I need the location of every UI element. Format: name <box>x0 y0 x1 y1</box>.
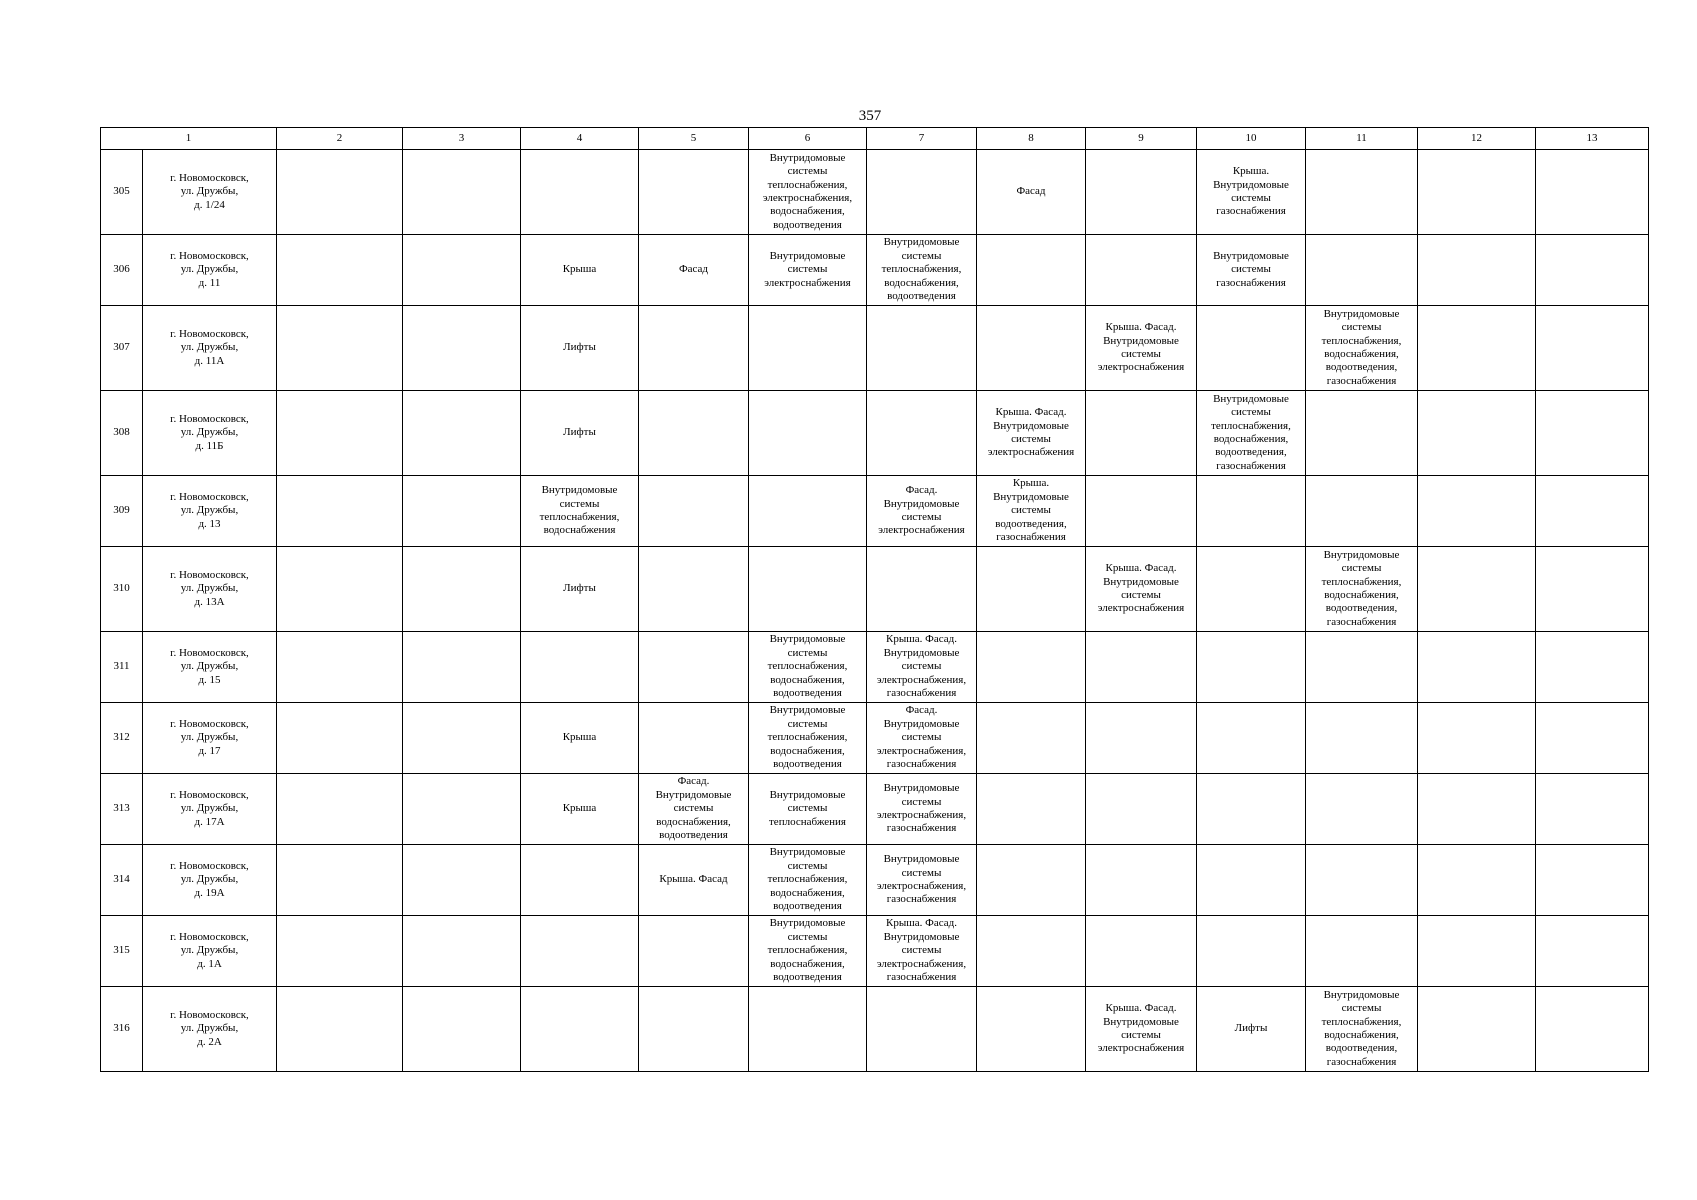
row-number-cell: 312 <box>101 703 143 774</box>
work-type-cell-col10 <box>1197 845 1306 916</box>
work-type-cell-col5 <box>639 632 749 703</box>
table-row <box>101 916 1649 987</box>
table-row <box>101 476 1649 547</box>
page-number: 357 <box>858 108 882 124</box>
work-type-cell-col5: Фасад. Внутридомовые системы водоснабжения, водоотведения <box>639 774 749 845</box>
work-type-cell-col11 <box>1306 845 1418 916</box>
work-type-cell-col2 <box>277 391 403 476</box>
work-type-cell-col13 <box>1536 547 1649 632</box>
work-type-cell-col8 <box>977 774 1086 845</box>
address-cell: г. Новомосковск, ул. Дружбы, д. 1А <box>143 916 277 987</box>
work-type-cell-col13 <box>1536 476 1649 547</box>
work-type-cell-col3 <box>403 703 521 774</box>
work-type-cell-col8: Фасад <box>977 150 1086 235</box>
work-type-cell-col3 <box>403 632 521 703</box>
work-type-cell-col3 <box>403 391 521 476</box>
work-type-cell-col10: Лифты <box>1197 987 1306 1072</box>
work-type-cell-col10: Крыша. Внутридомовые системы газоснабжения <box>1197 150 1306 235</box>
work-type-cell-col10 <box>1197 547 1306 632</box>
table-row <box>101 150 1649 235</box>
work-type-cell-col7: Внутридомовые системы электроснабжения, газоснабжения <box>867 774 977 845</box>
column-header: 5 <box>639 128 749 150</box>
work-type-cell-col9 <box>1086 774 1197 845</box>
work-type-cell-col10 <box>1197 916 1306 987</box>
work-type-cell-col8 <box>977 987 1086 1072</box>
work-type-cell-col11: Внутридомовые системы теплоснабжения, водоснабжения, водоотведения, газоснабжения <box>1306 306 1418 391</box>
work-type-cell-col8 <box>977 845 1086 916</box>
work-type-cell-col2 <box>277 845 403 916</box>
work-type-cell-col5: Фасад <box>639 235 749 306</box>
work-type-cell-col3 <box>403 774 521 845</box>
work-type-cell-col3 <box>403 916 521 987</box>
column-header: 8 <box>977 128 1086 150</box>
work-type-cell-col13 <box>1536 987 1649 1072</box>
work-type-cell-col11 <box>1306 632 1418 703</box>
work-type-cell-col4: Внутридомовые системы теплоснабжения, водоснабжения <box>521 476 639 547</box>
work-type-cell-col10 <box>1197 632 1306 703</box>
work-type-cell-col12 <box>1418 703 1536 774</box>
work-type-cell-col6 <box>749 391 867 476</box>
work-type-cell-col6: Внутридомовые системы теплоснабжения, водоснабжения, водоотведения <box>749 632 867 703</box>
work-type-cell-col4: Крыша <box>521 235 639 306</box>
work-type-cell-col3 <box>403 235 521 306</box>
column-header: 2 <box>277 128 403 150</box>
address-cell: г. Новомосковск, ул. Дружбы, д. 11 <box>143 235 277 306</box>
work-type-cell-col11: Внутридомовые системы теплоснабжения, водоснабжения, водоотведения, газоснабжения <box>1306 987 1418 1072</box>
column-header: 12 <box>1418 128 1536 150</box>
table-row <box>101 703 1649 774</box>
table-row <box>101 845 1649 916</box>
work-type-cell-col12 <box>1418 845 1536 916</box>
table-row <box>101 391 1649 476</box>
work-type-cell-col6 <box>749 476 867 547</box>
table-row <box>101 547 1649 632</box>
work-type-cell-col7: Внутридомовые системы электроснабжения, газоснабжения <box>867 845 977 916</box>
work-type-cell-col7: Фасад. Внутридомовые системы электроснабжения <box>867 476 977 547</box>
work-type-cell-col12 <box>1418 235 1536 306</box>
work-type-cell-col11 <box>1306 774 1418 845</box>
work-type-cell-col9 <box>1086 703 1197 774</box>
work-type-cell-col9 <box>1086 632 1197 703</box>
row-number-cell: 316 <box>101 987 143 1072</box>
work-type-cell-col2 <box>277 632 403 703</box>
work-type-cell-col5 <box>639 703 749 774</box>
work-type-cell-col10: Внутридомовые системы газоснабжения <box>1197 235 1306 306</box>
work-type-cell-col6: Внутридомовые системы теплоснабжения, электроснабжения, водоснабжения, водоотведения <box>749 150 867 235</box>
column-header: 11 <box>1306 128 1418 150</box>
column-header: 13 <box>1536 128 1649 150</box>
work-type-cell-col6: Внутридомовые системы теплоснабжения, водоснабжения, водоотведения <box>749 916 867 987</box>
work-type-cell-col8: Крыша. Внутридомовые системы водоотведения, газоснабжения <box>977 476 1086 547</box>
table-row <box>101 632 1649 703</box>
work-type-cell-col4 <box>521 987 639 1072</box>
work-type-cell-col2 <box>277 150 403 235</box>
work-type-cell-col7: Крыша. Фасад. Внутридомовые системы электроснабжения, газоснабжения <box>867 916 977 987</box>
row-number-cell: 309 <box>101 476 143 547</box>
work-type-cell-col5 <box>639 547 749 632</box>
row-number-cell: 314 <box>101 845 143 916</box>
column-header: 3 <box>403 128 521 150</box>
address-cell: г. Новомосковск, ул. Дружбы, д. 13А <box>143 547 277 632</box>
column-header: 4 <box>521 128 639 150</box>
work-type-cell-col3 <box>403 306 521 391</box>
work-type-cell-col4: Лифты <box>521 306 639 391</box>
work-type-cell-col3 <box>403 987 521 1072</box>
work-type-cell-col11 <box>1306 703 1418 774</box>
work-type-cell-col8: Крыша. Фасад. Внутридомовые системы электроснабжения <box>977 391 1086 476</box>
work-type-cell-col12 <box>1418 547 1536 632</box>
address-cell: г. Новомосковск, ул. Дружбы, д. 17 <box>143 703 277 774</box>
work-type-cell-col6 <box>749 306 867 391</box>
work-type-cell-col4 <box>521 916 639 987</box>
work-type-cell-col12 <box>1418 306 1536 391</box>
work-type-cell-col7: Крыша. Фасад. Внутридомовые системы электроснабжения, газоснабжения <box>867 632 977 703</box>
work-type-cell-col9: Крыша. Фасад. Внутридомовые системы электроснабжения <box>1086 306 1197 391</box>
work-type-cell-col2 <box>277 774 403 845</box>
work-type-cell-col10 <box>1197 703 1306 774</box>
work-type-cell-col7 <box>867 987 977 1072</box>
work-type-cell-col6: Внутридомовые системы теплоснабжения, водоснабжения, водоотведения <box>749 703 867 774</box>
row-number-cell: 313 <box>101 774 143 845</box>
work-type-cell-col9: Крыша. Фасад. Внутридомовые системы электроснабжения <box>1086 547 1197 632</box>
work-type-cell-col9: Крыша. Фасад. Внутридомовые системы электроснабжения <box>1086 987 1197 1072</box>
work-type-cell-col3 <box>403 845 521 916</box>
work-type-cell-col8 <box>977 306 1086 391</box>
work-type-cell-col3 <box>403 476 521 547</box>
work-type-cell-col8 <box>977 703 1086 774</box>
work-type-cell-col13 <box>1536 235 1649 306</box>
address-cell: г. Новомосковск, ул. Дружбы, д. 19А <box>143 845 277 916</box>
work-type-cell-col7: Внутридомовые системы теплоснабжения, водоснабжения, водоотведения <box>867 235 977 306</box>
work-type-cell-col5: Крыша. Фасад <box>639 845 749 916</box>
work-type-cell-col13 <box>1536 845 1649 916</box>
work-type-cell-col7 <box>867 547 977 632</box>
work-type-cell-col5 <box>639 987 749 1072</box>
address-cell: г. Новомосковск, ул. Дружбы, д. 15 <box>143 632 277 703</box>
work-type-cell-col2 <box>277 306 403 391</box>
address-cell: г. Новомосковск, ул. Дружбы, д. 1/24 <box>143 150 277 235</box>
work-type-cell-col13 <box>1536 916 1649 987</box>
table-row <box>101 306 1649 391</box>
row-number-cell: 306 <box>101 235 143 306</box>
address-cell: г. Новомосковск, ул. Дружбы, д. 17А <box>143 774 277 845</box>
work-type-cell-col11 <box>1306 476 1418 547</box>
work-type-cell-col5 <box>639 150 749 235</box>
work-type-cell-col9 <box>1086 916 1197 987</box>
work-type-cell-col11: Внутридомовые системы теплоснабжения, водоснабжения, водоотведения, газоснабжения <box>1306 547 1418 632</box>
address-cell: г. Новомосковск, ул. Дружбы, д. 11А <box>143 306 277 391</box>
work-type-cell-col3 <box>403 150 521 235</box>
work-type-cell-col11 <box>1306 150 1418 235</box>
work-type-cell-col3 <box>403 547 521 632</box>
row-number-cell: 310 <box>101 547 143 632</box>
work-type-cell-col10: Внутридомовые системы теплоснабжения, водоснабжения, водоотведения, газоснабжения <box>1197 391 1306 476</box>
work-type-cell-col6: Внутридомовые системы электроснабжения <box>749 235 867 306</box>
column-header: 6 <box>749 128 867 150</box>
work-type-cell-col5 <box>639 391 749 476</box>
work-type-cell-col12 <box>1418 987 1536 1072</box>
table-row <box>101 987 1649 1072</box>
work-type-cell-col11 <box>1306 916 1418 987</box>
work-type-cell-col10 <box>1197 476 1306 547</box>
table-row <box>101 235 1649 306</box>
work-type-cell-col9 <box>1086 235 1197 306</box>
work-type-cell-col10 <box>1197 306 1306 391</box>
work-type-cell-col2 <box>277 987 403 1072</box>
work-type-cell-col4: Крыша <box>521 774 639 845</box>
work-type-cell-col12 <box>1418 150 1536 235</box>
work-type-cell-col6 <box>749 987 867 1072</box>
row-number-cell: 305 <box>101 150 143 235</box>
work-type-cell-col2 <box>277 916 403 987</box>
work-type-cell-col13 <box>1536 306 1649 391</box>
work-type-cell-col4: Лифты <box>521 391 639 476</box>
work-type-cell-col7 <box>867 306 977 391</box>
work-type-cell-col13 <box>1536 632 1649 703</box>
column-header: 1 <box>101 128 277 150</box>
work-type-cell-col13 <box>1536 703 1649 774</box>
address-cell: г. Новомосковск, ул. Дружбы, д. 2А <box>143 987 277 1072</box>
work-type-cell-col8 <box>977 547 1086 632</box>
work-type-cell-col9 <box>1086 150 1197 235</box>
work-type-cell-col6 <box>749 547 867 632</box>
work-type-cell-col7 <box>867 150 977 235</box>
work-type-cell-col12 <box>1418 632 1536 703</box>
column-number-row <box>101 128 1649 150</box>
work-type-cell-col4 <box>521 845 639 916</box>
work-type-cell-col4: Крыша <box>521 703 639 774</box>
work-type-cell-col13 <box>1536 774 1649 845</box>
address-cell: г. Новомосковск, ул. Дружбы, д. 11Б <box>143 391 277 476</box>
work-type-cell-col6: Внутридомовые системы теплоснабжения, водоснабжения, водоотведения <box>749 845 867 916</box>
work-type-cell-col7 <box>867 391 977 476</box>
row-number-cell: 308 <box>101 391 143 476</box>
work-type-cell-col12 <box>1418 476 1536 547</box>
work-type-cell-col8 <box>977 632 1086 703</box>
work-type-cell-col10 <box>1197 774 1306 845</box>
row-number-cell: 311 <box>101 632 143 703</box>
row-number-cell: 307 <box>101 306 143 391</box>
work-type-cell-col2 <box>277 235 403 306</box>
work-type-cell-col11 <box>1306 391 1418 476</box>
work-type-cell-col7: Фасад. Внутридомовые системы электроснабжения, газоснабжения <box>867 703 977 774</box>
column-header: 9 <box>1086 128 1197 150</box>
work-type-cell-col9 <box>1086 476 1197 547</box>
work-type-cell-col5 <box>639 476 749 547</box>
work-type-cell-col8 <box>977 916 1086 987</box>
table-row <box>101 774 1649 845</box>
work-type-cell-col12 <box>1418 391 1536 476</box>
repair-schedule-table <box>100 127 1649 1072</box>
work-type-cell-col13 <box>1536 391 1649 476</box>
work-type-cell-col12 <box>1418 774 1536 845</box>
row-number-cell: 315 <box>101 916 143 987</box>
column-header: 7 <box>867 128 977 150</box>
column-header: 10 <box>1197 128 1306 150</box>
work-type-cell-col13 <box>1536 150 1649 235</box>
work-type-cell-col6: Внутридомовые системы теплоснабжения <box>749 774 867 845</box>
work-type-cell-col2 <box>277 476 403 547</box>
work-type-cell-col9 <box>1086 391 1197 476</box>
work-type-cell-col4: Лифты <box>521 547 639 632</box>
work-type-cell-col2 <box>277 547 403 632</box>
work-type-cell-col9 <box>1086 845 1197 916</box>
work-type-cell-col8 <box>977 235 1086 306</box>
work-type-cell-col5 <box>639 916 749 987</box>
work-type-cell-col4 <box>521 150 639 235</box>
work-type-cell-col11 <box>1306 235 1418 306</box>
address-cell: г. Новомосковск, ул. Дружбы, д. 13 <box>143 476 277 547</box>
work-type-cell-col4 <box>521 632 639 703</box>
work-type-cell-col12 <box>1418 916 1536 987</box>
work-type-cell-col5 <box>639 306 749 391</box>
work-type-cell-col2 <box>277 703 403 774</box>
